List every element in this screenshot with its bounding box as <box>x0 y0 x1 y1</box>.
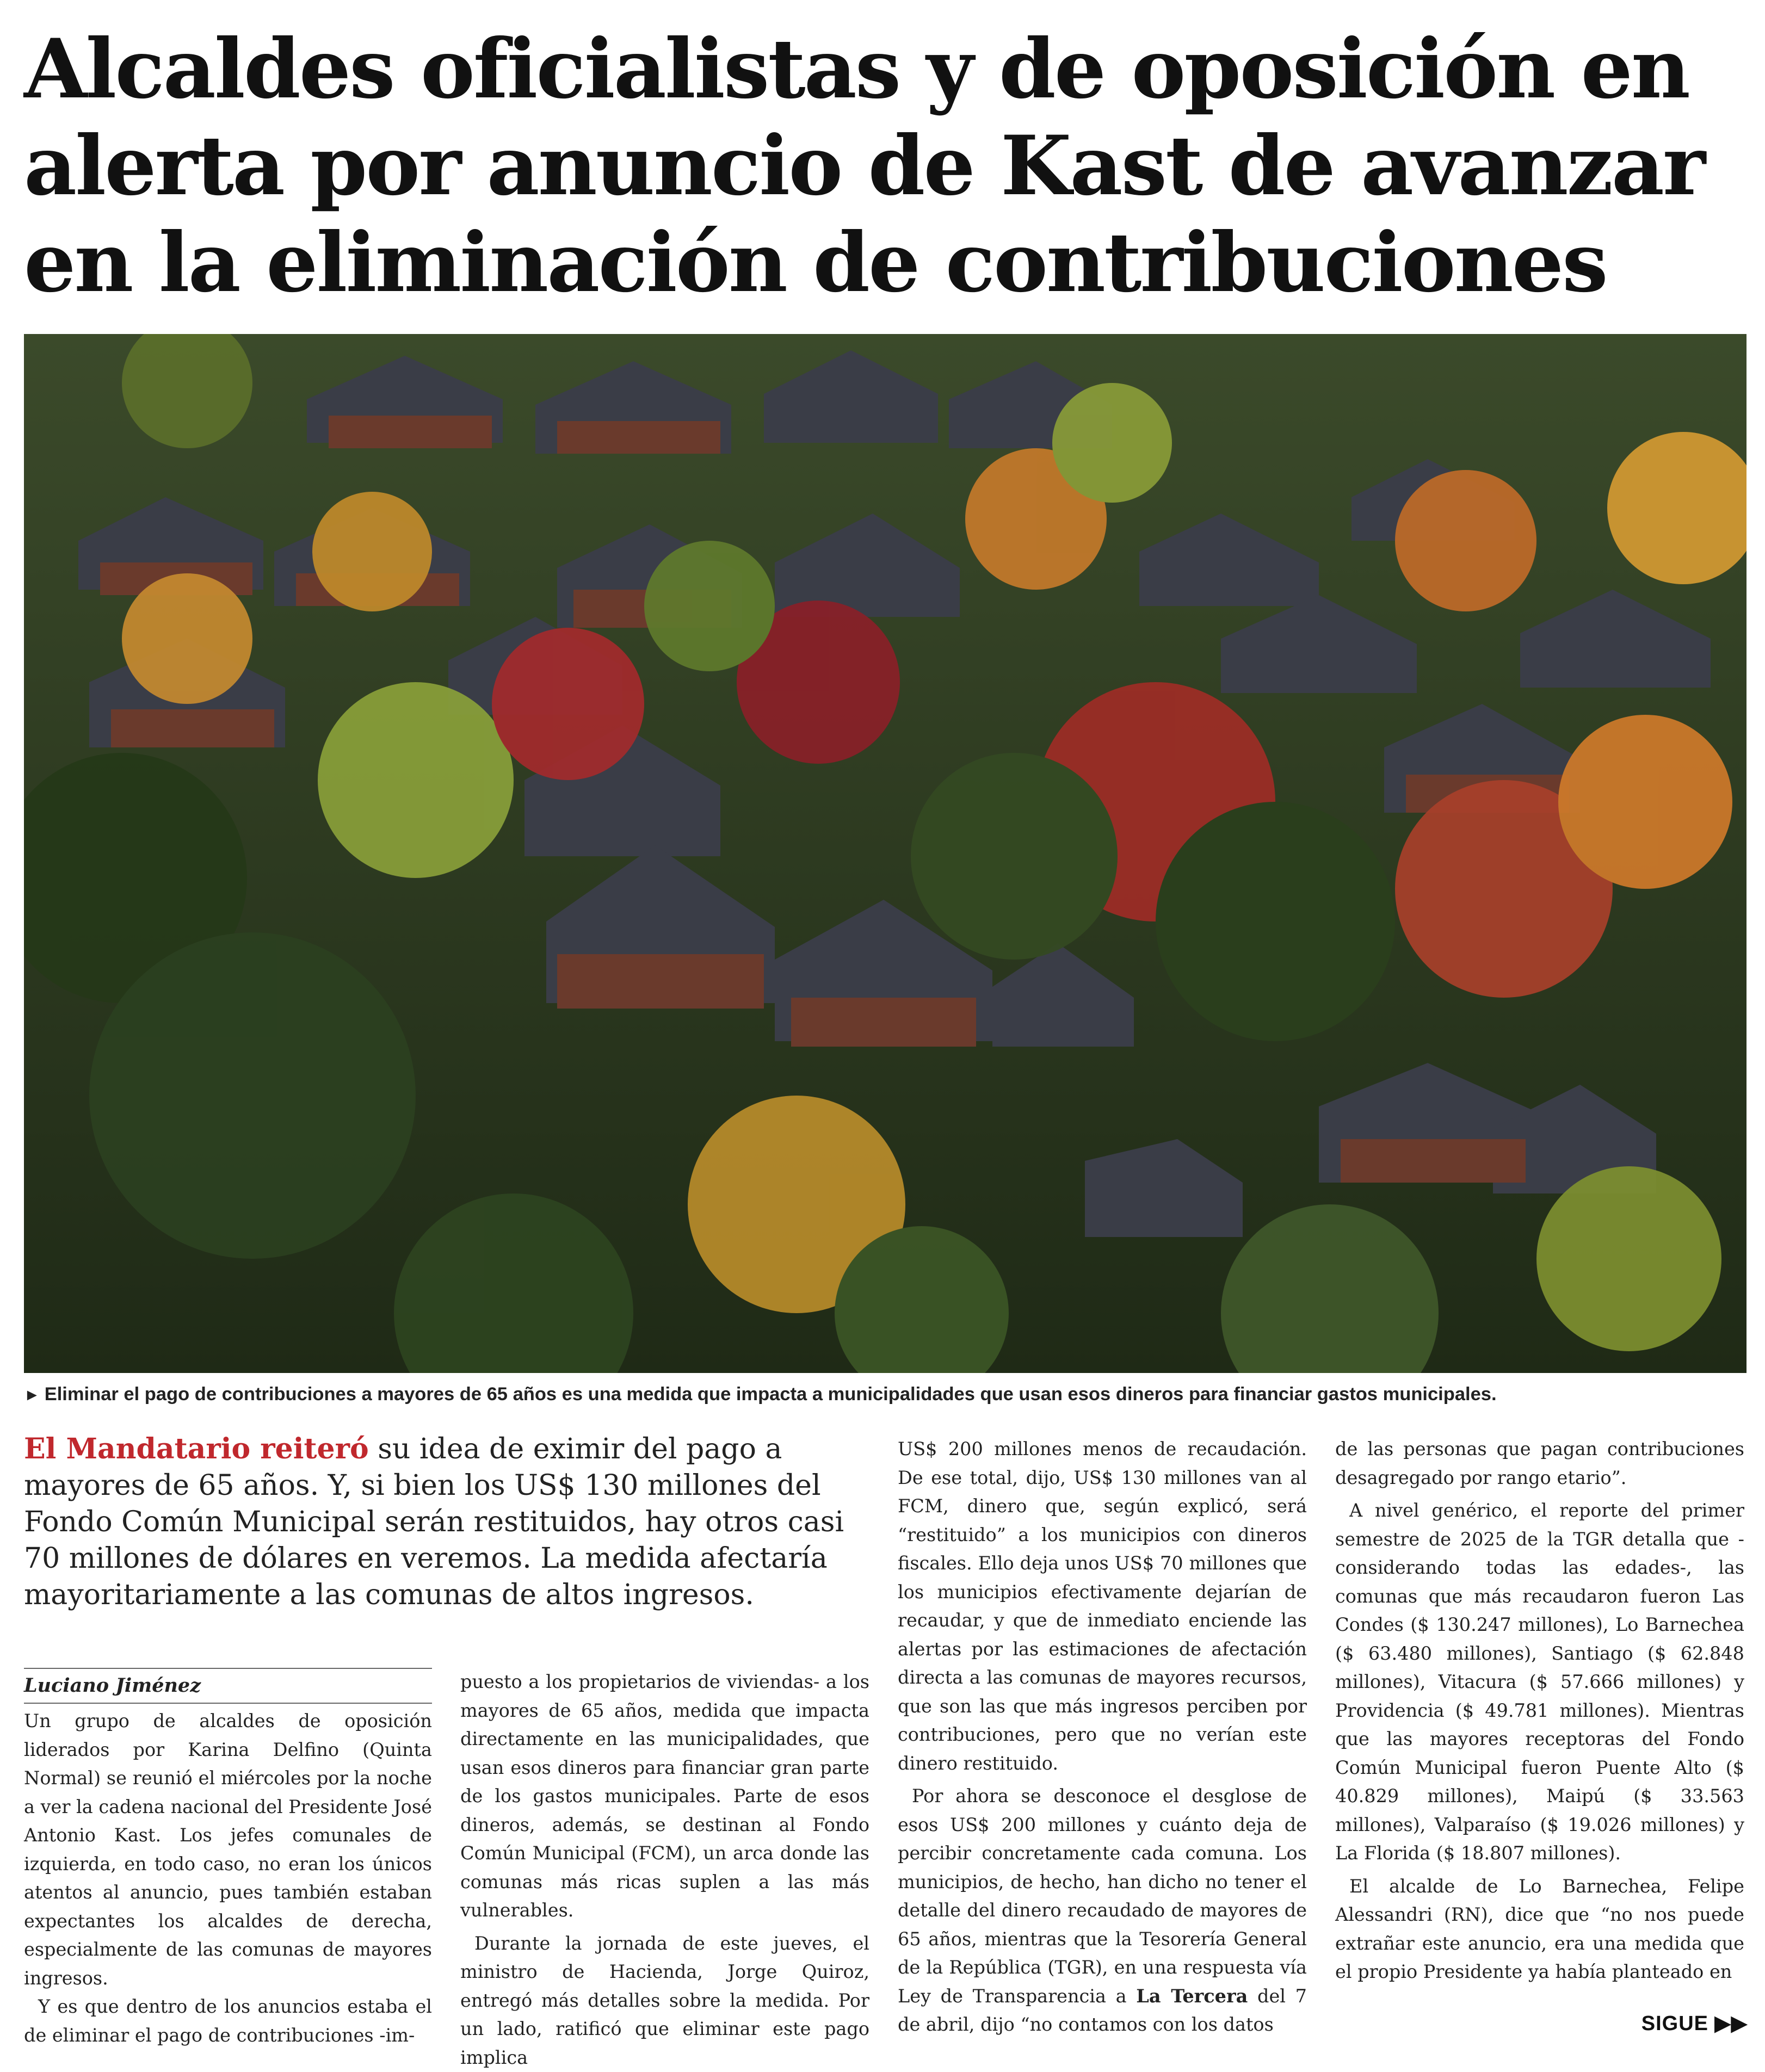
headline-line-2: alerta por anuncio de Kast de avanzar <box>24 117 1743 214</box>
column-4-paragraph-3: El alcalde de Lo Barnechea, Felipe Alessandri (RN), dice que “no nos puede extrañar este anuncio, era una medida que el propio Presidente ya había planteado en <box>1335 1872 1744 1987</box>
headline-line-3: en la eliminación de contribuciones <box>24 214 1743 311</box>
column-4-paragraph-2: A nivel genérico, el reporte del primer semestre de 2025 de la TGR detalla que -considerando todas las edades-, las comunas que más recaudaron fueron Las Condes ($ 130.247 millones), Lo Barnechea ($ 63.480 millones), Santiago ($ 62.848 millones), Vitacura ($ 57.666 millones) y Providencia ($ 49.781 millones). Mientras que las mayores receptoras del Fondo Común Municipal fueron Puente Alto ($ 40.829 millones), Maipú ($ 33.563 millones), Valparaíso ($ 19.026 millones) y La Florida ($ 18.807 millones). <box>1335 1496 1744 1868</box>
column-3-paragraph-2 <box>898 1782 1307 2039</box>
headline-line-1: Alcaldes oficialistas y de oposición en <box>24 21 1743 117</box>
article-column-1 <box>24 1707 432 2050</box>
lead-paragraph <box>24 1431 862 1613</box>
continue-link[interactable]: SIGUE ▶▶ <box>1641 2011 1748 2036</box>
column-2-paragraph-2: Durante la jornada de este jueves, el ministro de Hacienda, Jorge Quiroz, entregó más detalles sobre la medida. Por un lado, ratificó que eliminar este pago implica <box>460 1929 869 2072</box>
lead-highlight: El Mandatario reiteró <box>24 1432 369 1465</box>
caption-text: Eliminar el pago de contribuciones a mayores de 65 años es una medida que impacta a municipalidades que usan esos dineros para financiar gastos municipales. <box>45 1384 1497 1405</box>
article-column-2 <box>460 1668 869 2072</box>
column-3-paragraph-1: US$ 200 millones menos de recaudación. De ese total, dijo, US$ 130 millones van al FCM, dinero que, según explicó, será “restituido” a los municipios con dineros fiscales. Ello deja unos US$ 70 millones que los municipios efectivamente dejarían de recaudar, y que de inmediato enciende las alertas por las estimaciones de afectación directa a las comunas de mayores recursos, que son las que más ingresos perciben por contribuciones, pero que no verían este dinero restituido. <box>898 1435 1307 1778</box>
byline: Luciano Jiménez <box>24 1673 432 1698</box>
column-1-paragraph-2: Y es que dentro de los anuncios estaba el de eliminar el pago de contribuciones -im- <box>24 1993 432 2050</box>
column-4-paragraph-1: de las personas que pagan contribuciones desagregado por rango etario”. <box>1335 1435 1744 1492</box>
byline-rule-top <box>24 1668 432 1669</box>
caption-arrow-icon: ► <box>24 1386 40 1404</box>
article-column-3 <box>898 1435 1307 2039</box>
column-1-paragraph-1: Un grupo de alcaldes de oposición liderados por Karina Delfino (Quinta Normal) se reunió el miércoles por la noche a ver la cadena nacional del Presidente José Antonio Kast. Los jefes comunales de izquierda, en todo caso, no eran los únicos atentos al anuncio, pues también estaban expectantes los alcaldes de derecha, especialmente de las comunas de mayores ingresos. <box>24 1707 432 1993</box>
newspaper-name: La Tercera <box>1136 1986 1248 2007</box>
headline <box>24 21 1743 311</box>
column-2-paragraph-1: puesto a los propietarios de viviendas- a los mayores de 65 años, medida que impacta directamente en las municipalidades, que usan esos dineros para financiar gran parte de los gastos municipales. Parte de esos dineros, además, se destinan al Fondo Común Municipal (FCM), un arca donde las comunas más ricas suplen a las más vulnerables. <box>460 1668 869 1925</box>
suburban-houses-photo <box>24 334 1747 1373</box>
article-column-4 <box>1335 1435 1744 1987</box>
byline-rule-bottom <box>24 1703 432 1704</box>
lead-text: su idea de eximir del pago a mayores de 65 años. Y, si bien los US$ 130 millones del Fondo Común Municipal serán restituidos, hay otros casi 70 millones de dólares en veremos. La medida afectaría mayoritariamente a las comunas de altos ingresos. <box>24 1433 844 1611</box>
photo-caption <box>24 1382 1747 1407</box>
column-3-paragraph-2-part-a: Por ahora se desconoce el desglose de esos US$ 200 millones y cuánto deja de percibir concretamente cada comuna. Los municipios, de hecho, han dicho no tener el detalle del dinero recaudado de mayores de 65 años, mientras que la Tesorería General de la República (TGR), en una respuesta vía Ley de Transparencia a <box>898 1785 1307 2007</box>
column-3-paragraph-2-part-c: del 7 de abril, dijo “no contamos con los datos <box>898 1986 1307 2036</box>
